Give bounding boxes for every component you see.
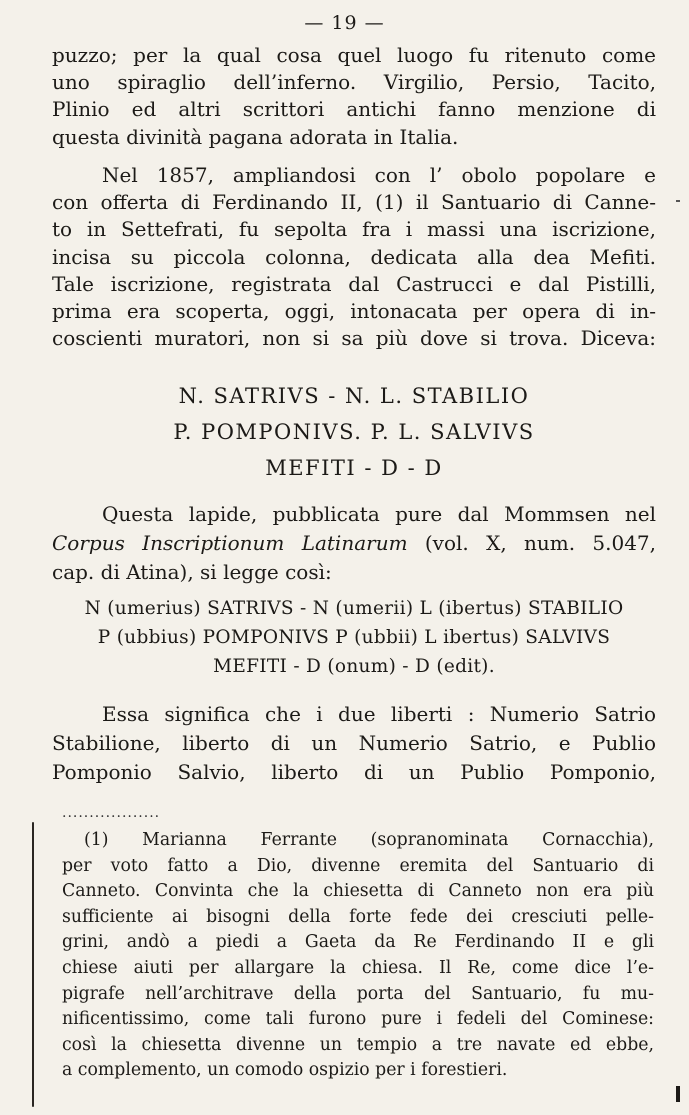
footnote-line: così la chiesetta divenne un tempio a tre navate ed ebbe,	[62, 1034, 654, 1055]
footnote-separator: ..................	[62, 805, 161, 821]
scan-mark	[676, 200, 680, 202]
inscription-line: MEFITI - D - D	[265, 456, 443, 480]
paragraph-4	[52, 700, 656, 787]
text-line: prima era scoperta, oggi, intonacata per opera di in-	[52, 299, 656, 324]
text-line: Stabilione, liberto di un Numerio Satrio, e Publio	[52, 731, 656, 755]
text-line: questa divinità pagana adorata in Italia.	[52, 124, 459, 149]
footnote-line: a complemento, un comodo ospizio per i forestieri.	[62, 1060, 508, 1081]
text-line: uno spiraglio dell’inferno. Virgilio, Persio, Tacito,	[52, 70, 656, 95]
text-line: Nel 1857, ampliandosi con l’ obolo popolare e	[102, 163, 656, 187]
footnote-line: grini, andò a piedi a Gaeta da Re Ferdinando II e gli	[62, 932, 654, 953]
footnote-line: Canneto. Convinta che la chiesetta di Canneto non era più	[62, 881, 654, 902]
inscription-line: N. SATRIVS - N. L. STABILIO	[178, 384, 530, 408]
text-line: Tale iscrizione, registrata dal Castrucci e dal Pistilli,	[52, 271, 656, 296]
text-line: Pomponio Salvio, liberto di un Publio Pomponio,	[52, 760, 656, 784]
footnote-line: nificentissimo, come tali furono pure i fedeli del Cominese:	[62, 1009, 654, 1030]
text-line: coscienti muratori, non si sa più dove si trova. Diceva:	[52, 326, 656, 351]
text-line	[52, 529, 656, 558]
inscription	[52, 378, 656, 486]
text-line: cap. di Atina), si legge così:	[52, 560, 332, 584]
margin-line	[32, 822, 34, 1107]
text-fragment: (vol. X, num. 5.047,	[424, 531, 657, 555]
text-line: incisa su piccola colonna, dedicata alla dea Mefiti.	[52, 244, 656, 269]
text-line: Plinio ed altri scrittori antichi fanno menzione di	[52, 97, 656, 122]
footnote-line: sufficiente ai bisogni della forte fede dei cresciuti pelle-	[62, 906, 654, 927]
corpus-title: Corpus Inscriptionum Latinarum	[52, 531, 408, 555]
paragraph-1	[52, 42, 656, 151]
paragraph-3	[52, 500, 656, 587]
paragraph-2	[52, 162, 656, 352]
footnote-line: (1) Marianna Ferrante (sopranominata Cornacchia),	[84, 830, 654, 850]
text-line: con offerta di Ferdinando II, (1) il Santuario di Canne-	[52, 190, 656, 215]
expanded-line: MEFITI - D (onum) - D (edit).	[213, 656, 495, 677]
expanded-line: N (umerius) SATRIVS - N (umerii) L (ibertus) STABILIO	[84, 598, 624, 619]
inscription-line: P. POMPONIVS. P. L. SALVIVS	[173, 420, 535, 444]
text-line: Questa lapide, pubblicata pure dal Mommsen nel	[102, 502, 656, 526]
page-number: — 19 —	[304, 12, 385, 34]
text-line: puzzo; per la qual cosa quel luogo fu ritenuto come	[52, 43, 656, 67]
text-line: to in Settefrati, fu sepolta fra i massi una iscrizione,	[52, 217, 656, 242]
scan-mark	[676, 1086, 680, 1102]
text-line: Essa significa che i due liberti : Numerio Satrio	[102, 702, 656, 726]
expanded-line: P (ubbius) POMPONIVS P (ubbii) L ibertus) SALVIVS	[97, 627, 611, 648]
footnote	[62, 828, 654, 1084]
expanded-inscription	[52, 594, 656, 681]
footnote-line: pigrafe nell’architrave della porta del Santuario, fu mu-	[62, 983, 654, 1004]
footnote-line: chiese aiuti per allargare la chiesa. Il Re, come dice l’e-	[62, 957, 654, 978]
footnote-line: per voto fatto a Dio, divenne eremita del Santuario di	[62, 855, 654, 876]
